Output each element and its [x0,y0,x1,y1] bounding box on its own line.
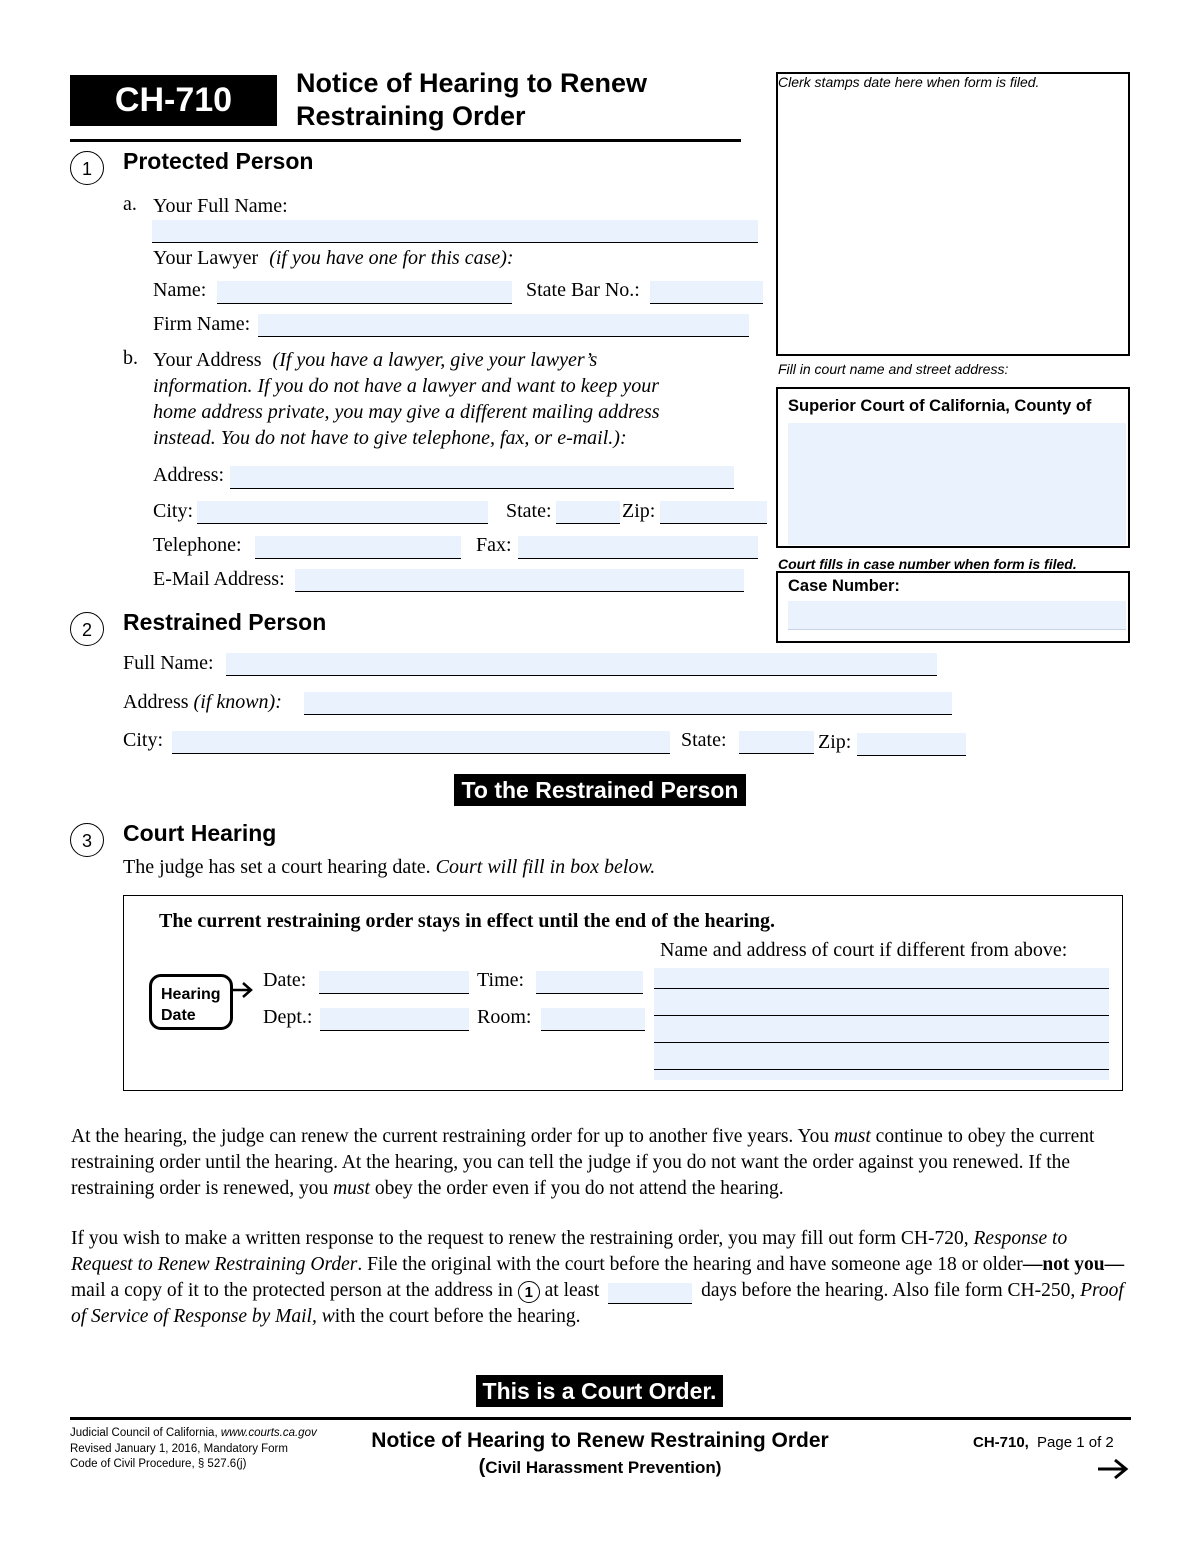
hearing-date-label: Date: [263,969,307,991]
footer-title: Notice of Hearing to Renew Restraining Order [371,1429,829,1452]
hearing-room-label: Room: [477,1006,532,1028]
form-title [296,67,647,133]
address-hint-line4: instead. You do not have to give telephone, fax, or e-mail.): [153,427,627,449]
protected-state-field[interactable] [556,501,620,524]
hearing-badge-line1: Hearing [161,986,221,1003]
footer-right [973,1434,1114,1451]
protected-city-field[interactable] [197,501,488,524]
fax-field[interactable] [518,536,758,559]
lawyer-hint: (if you have one for this case): [269,247,514,269]
renewal-text-1: At the hearing, the judge can renew the current restraining order for up to another five years. You [71,1126,830,1147]
footer-code: Code of Civil Procedure, § 527.6(j) [70,1458,247,1470]
lawyer-label [153,246,514,270]
court-name-field[interactable] [788,423,1126,545]
days-before-field[interactable] [608,1283,692,1304]
restrained-address-label-text: Address [123,691,189,713]
footer-subtitle: Civil Harassment Prevention [485,1458,716,1477]
city-label: City: [153,500,194,522]
form-title-line2: Restraining Order [296,101,526,131]
hearing-box [123,895,1123,1091]
section-3-number: 3 [70,823,104,857]
hearing-badge-line2: Date [161,1007,196,1024]
alt-court-label: Name and address of court if different from above: [660,939,1068,961]
footer-paren-open: ( [478,1456,486,1478]
restrained-zip-label: Zip: [818,731,852,753]
alt-court-line-3 [654,1042,1109,1043]
hearing-dept-field[interactable] [320,1008,469,1031]
firm-name-label: Firm Name: [153,313,251,335]
address-label: Your Address [153,349,262,371]
renewal-must-1: must [833,1126,871,1147]
footer-rule [70,1417,1131,1420]
section-2-number: 2 [70,612,104,646]
case-number-box [776,571,1130,643]
restrained-address-field[interactable] [304,692,952,715]
state-bar-label: State Bar No.: [526,279,640,301]
email-label: E-Mail Address: [153,568,285,590]
zip-label: Zip: [622,500,656,522]
footer-revised: Revised January 1, 2016, Mandatory Form [70,1442,288,1455]
clerk-stamp-box [776,72,1130,356]
firm-name-field[interactable] [258,314,749,337]
footer-website: www.courts.ca.gov [220,1427,317,1439]
address-hint-line3: home address private, you may give a different mailing address [153,401,660,423]
renewal-must-2: must [333,1178,370,1199]
state-label: State: [506,500,552,522]
item-b-letter: b. [123,347,138,369]
hearing-date-field[interactable] [319,971,469,994]
fax-label: Fax: [476,534,512,556]
alt-court-line-2 [654,1015,1109,1016]
restrained-state-label: State: [681,729,727,751]
footer-form-code: CH-710, [973,1434,1029,1451]
footer-left [70,1426,317,1473]
footer-subtitle-line [330,1454,870,1481]
response-not-you: —not you— [1022,1254,1125,1275]
form-title-line1: Notice of Hearing to Renew [296,68,648,98]
section-3-title: Court Hearing [123,820,277,846]
section-1-title: Protected Person [123,148,314,174]
footer-paren-close: ) [715,1458,722,1477]
hearing-arrow-icon [232,980,254,1000]
response-text-5: days before the hearing. Also file form CH-250, [701,1280,1076,1301]
protected-address-field[interactable] [230,466,734,489]
telephone-label: Telephone: [153,534,242,556]
address-hint-line1: (If you have a lawyer, give your lawyer’s [272,349,598,371]
item-a-letter: a. [123,193,137,215]
restrained-full-name-field[interactable] [226,653,937,676]
response-text-6: ith the court before the hearing. [334,1306,581,1327]
court-name-label: Superior Court of California, County of [788,397,1092,415]
header-rule [70,139,741,142]
hearing-time-label: Time: [477,969,525,991]
footer-page: Page 1 of 2 [1037,1434,1114,1451]
section-1-number: 1 [70,151,104,185]
footer-center [330,1428,870,1481]
hearing-intro-italic: Court will fill in box below. [435,856,656,878]
response-form2-title: Proof of Service of Response by Mail, w [71,1280,1124,1327]
section-2-title: Restrained Person [123,609,327,635]
email-field[interactable] [295,569,744,592]
form-code-badge: CH-710 [70,75,277,126]
section-ref-1: 1 [518,1281,540,1303]
hearing-box-heading: The current restraining order stays in effect until the end of the hearing. [159,910,776,932]
restrained-full-name-label: Full Name: [123,652,214,674]
address-hint-line2: information. If you do not have a lawyer and want to keep your [153,375,660,397]
clerk-stamp-note: Clerk stamps date here when form is filed. [778,74,1040,90]
lawyer-name-label: Name: [153,279,207,301]
restrained-person-banner: To the Restrained Person [454,774,746,806]
full-name-label: Your Full Name: [153,195,288,217]
restrained-address-label [123,690,282,714]
hearing-dept-label: Dept.: [263,1006,313,1028]
restrained-zip-field[interactable] [857,733,966,756]
protected-zip-field[interactable] [660,501,767,524]
hearing-date-badge [149,974,233,1030]
protected-full-name-field[interactable] [152,220,758,243]
hearing-intro-text: The judge has set a court hearing date. [123,856,431,878]
hearing-room-field[interactable] [541,1008,645,1031]
alt-court-line-1 [654,988,1109,989]
response-paragraph [71,1226,1131,1330]
response-form-title: Response to Request to Renew Restraining Order [71,1228,1068,1275]
renewal-text-2: continue to obey the current restraining order until the hearing. At the hearing, you can tell the judge if you do not want the order against you renewed. If the restraining order is renewed, you [71,1126,1095,1199]
court-order-banner: This is a Court Order. [476,1375,723,1407]
response-text-1: If you wish to make a written response to the request to renew the restraining order, you may fill out form CH-720, [71,1228,969,1249]
hearing-time-field[interactable] [536,971,643,994]
hearing-intro [123,855,655,879]
restrained-state-field[interactable] [739,731,814,754]
response-text-4: at least [544,1280,600,1301]
restrained-city-label: City: [123,729,164,751]
renewal-paragraph [71,1124,1131,1202]
address-line-label: Address: [153,464,225,486]
response-text-3: mail a copy of it to the protected person at the address in [71,1280,513,1301]
telephone-field[interactable] [255,536,461,559]
restrained-address-hint: (if known): [193,691,282,713]
restrained-city-field[interactable] [172,731,670,754]
court-name-box [776,387,1130,548]
court-name-instruction: Fill in court name and street address: [778,361,1009,377]
case-number-instruction: Court fills in case number when form is filed. [778,556,1077,572]
case-number-field[interactable] [788,601,1126,630]
alt-court-field[interactable] [654,968,1109,1080]
alt-court-line-4 [654,1069,1109,1070]
lawyer-name-field[interactable] [217,281,512,304]
response-text-2: . File the original with the court before the hearing and have someone age 18 or older [357,1254,1023,1275]
state-bar-field[interactable] [650,281,763,304]
footer-council: Judicial Council of California, [70,1427,218,1439]
lawyer-label-text: Your Lawyer [153,247,259,269]
case-number-label: Case Number: [788,577,900,595]
renewal-text-3: obey the order even if you do not attend the hearing. [374,1178,784,1199]
address-instructions [153,347,753,451]
next-page-arrow-icon[interactable] [1097,1458,1129,1480]
